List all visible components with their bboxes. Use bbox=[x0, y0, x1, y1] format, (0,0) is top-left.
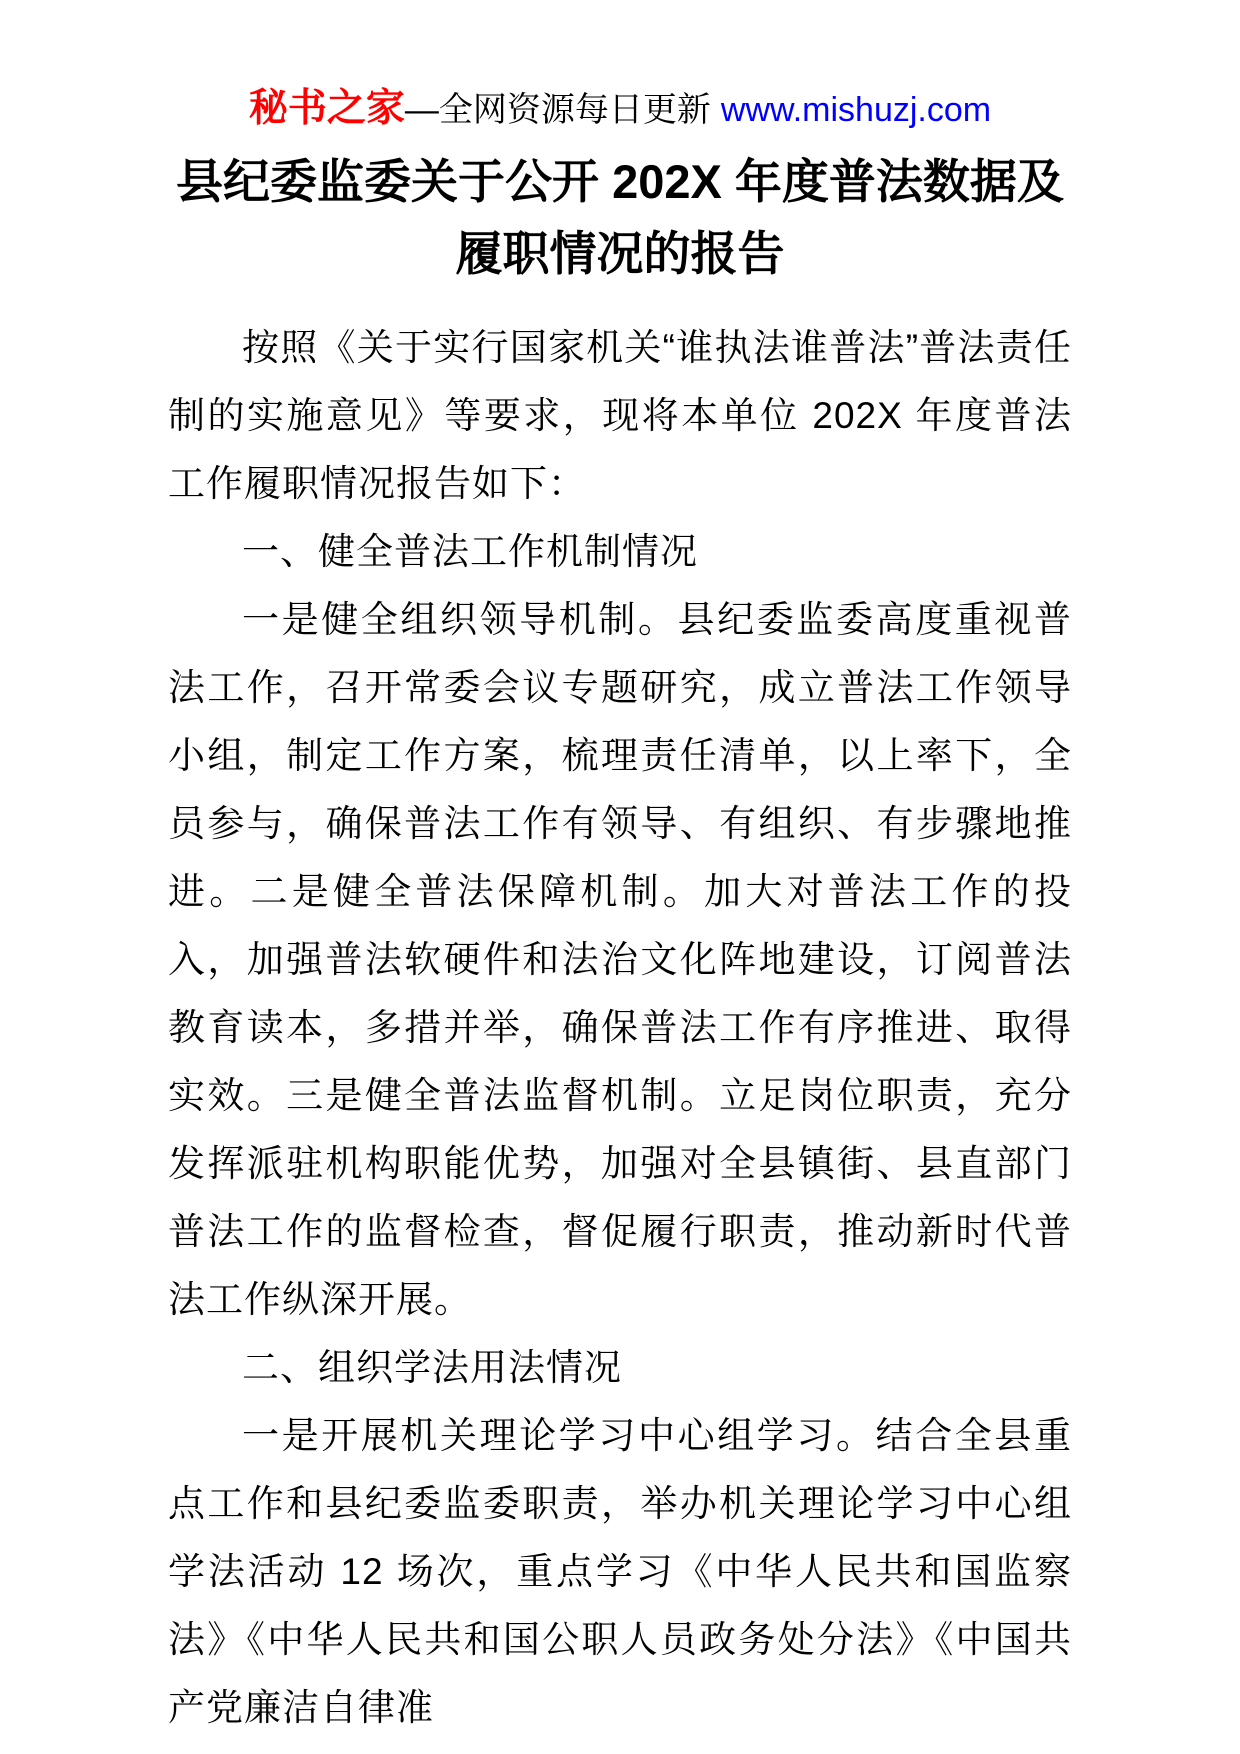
section-heading-2: 二、组织学法用法情况 bbox=[242, 1347, 622, 1388]
promo-header bbox=[0, 84, 1240, 135]
document-title: 县纪委监委关于公开 202X 年度普法数据及履职情况的报告 bbox=[176, 155, 1064, 280]
body-paragraph-2: 一是开展机关理论学习中心组学习。结合全县重点工作和县纪委监委职责，举办机关理论学习中心组学法活动 12 场次，重点学习《中华人民共和国监察法》《中华人民共和国公职人员政务处分法》《中国共产党廉洁自律准 bbox=[168, 1415, 1072, 1728]
site-url-link[interactable]: www.mishuzj.com bbox=[720, 91, 992, 129]
body-paragraph-1: 一是健全组织领导机制。县纪委监委高度重视普法工作，召开常委会议专题研究，成立普法工作领导小组，制定工作方案，梳理责任清单，以上率下，全员参与，确保普法工作有领导、有组织、有步骤地推进。二是健全普法保障机制。加大对普法工作的投入，加强普法软硬件和法治文化阵地建设，订阅普法教育读本，多措并举，确保普法工作有序推进、取得实效。三是健全普法监督机制。立足岗位职责，充分发挥派驻机构职能优势，加强对全县镇街、县直部门普法工作的监督检查，督促履行职责，推动新时代普法工作纵深开展。 bbox=[168, 599, 1072, 1320]
section-heading-1: 一、健全普法工作机制情况 bbox=[242, 531, 698, 572]
intro-paragraph: 按照《关于实行国家机关“谁执法谁普法”普法责任制的实施意见》等要求，现将本单位 202X 年度普法工作履职情况报告如下： bbox=[168, 327, 1072, 504]
site-tagline: —全网资源每日更新 bbox=[404, 91, 711, 129]
document-body bbox=[168, 314, 1072, 1742]
site-brand: 秘书之家 bbox=[248, 87, 405, 130]
